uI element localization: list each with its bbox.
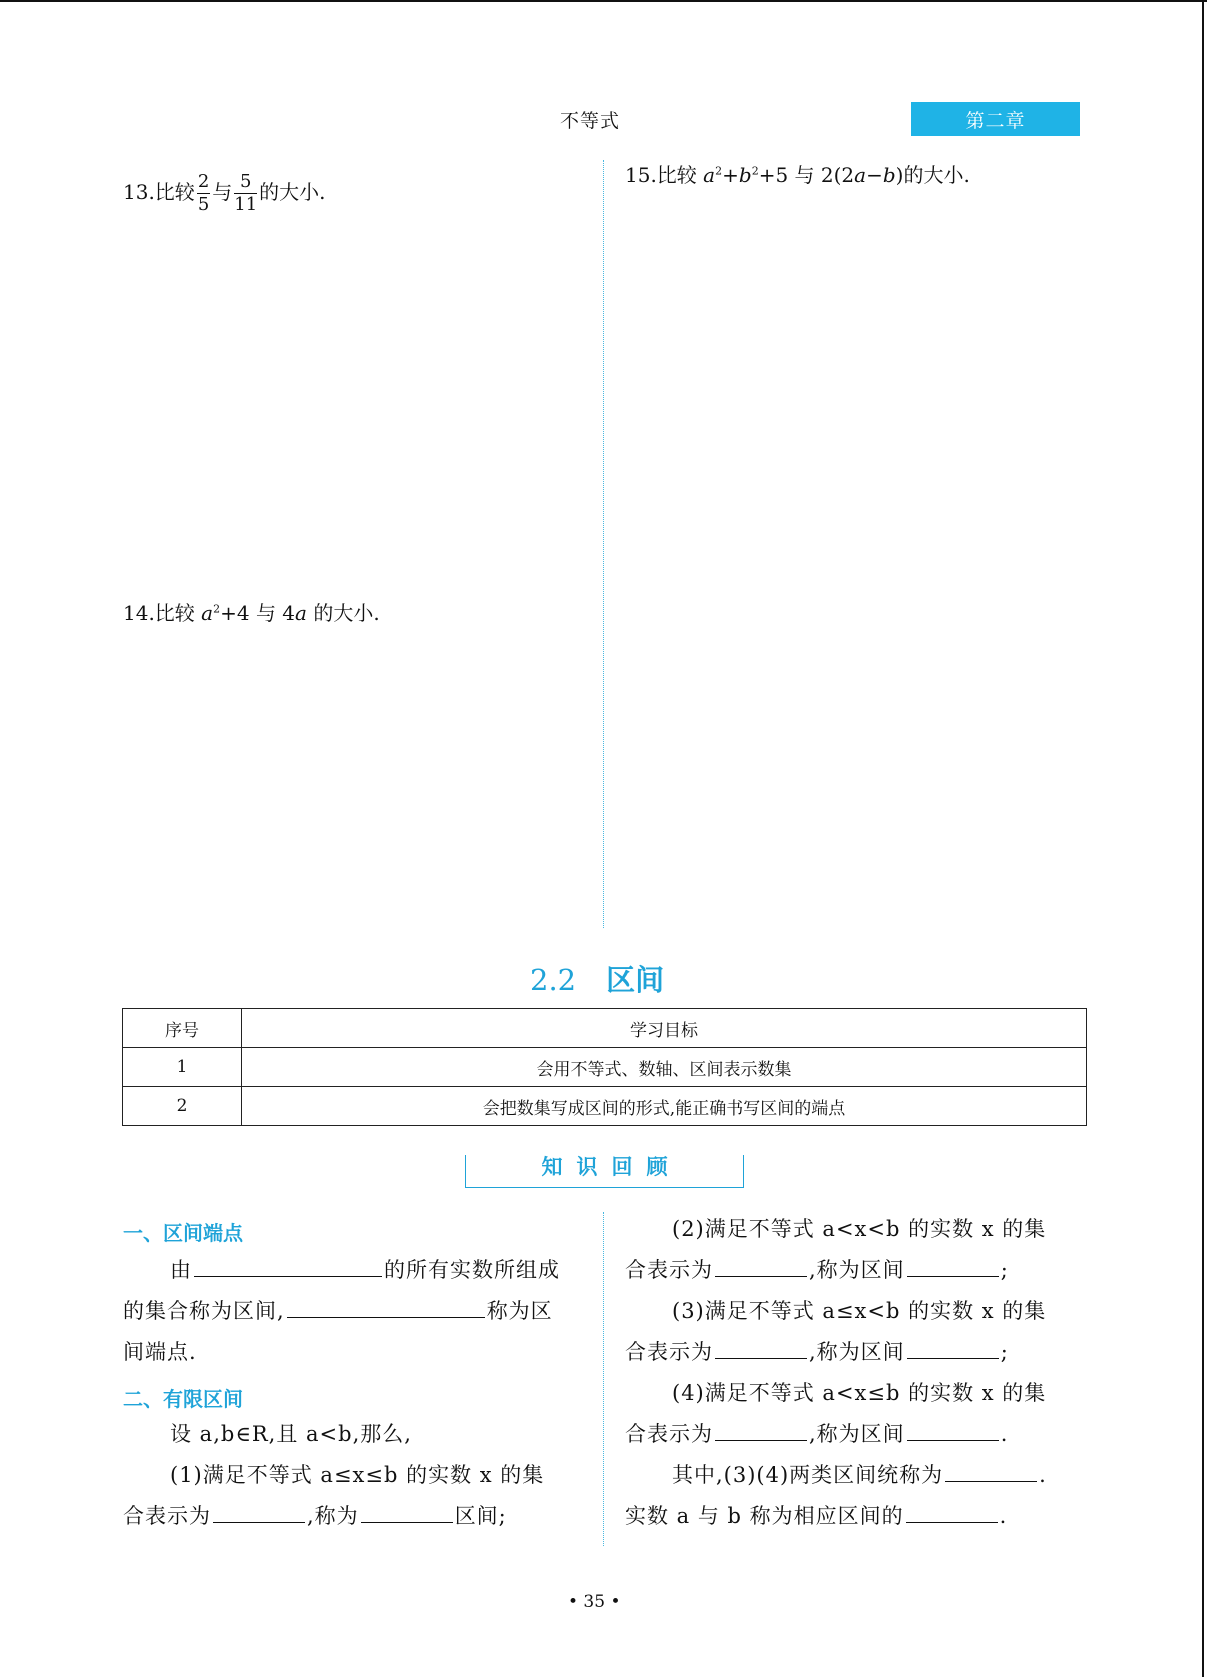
- fill-blank[interactable]: [287, 1295, 485, 1318]
- variable-b: b: [738, 163, 752, 187]
- q15-prefix: 15.比较: [625, 163, 704, 187]
- q14-mid: +4 与 4: [220, 601, 296, 625]
- text-fragment: 区间;: [454, 1504, 507, 1528]
- fraction-numerator: 5: [234, 173, 257, 194]
- variable-b: b: [882, 163, 896, 187]
- text-line: [625, 1414, 1008, 1455]
- fill-blank[interactable]: [361, 1500, 453, 1523]
- text-fragment: 其中,(3)(4)两类区间统称为: [672, 1463, 944, 1487]
- fraction-two-fifths: [197, 173, 210, 214]
- review-heading-box: [465, 1155, 744, 1188]
- table-row: [123, 1048, 1087, 1087]
- exponent: 2: [715, 164, 723, 178]
- text-fragment: ,称为区间: [809, 1422, 905, 1446]
- row-goal: 会用不等式、数轴、区间表示数集: [242, 1048, 1087, 1087]
- exponent: 2: [751, 164, 759, 178]
- text-line: [625, 1332, 1009, 1373]
- minus-sign: −: [866, 163, 883, 187]
- heading-finite-intervals: 二、有限区间: [123, 1387, 243, 1411]
- column-divider-top: [603, 160, 604, 928]
- q13-mid: 与: [212, 180, 233, 204]
- q15-suffix: )的大小.: [895, 163, 970, 187]
- column-divider-bottom: [603, 1212, 604, 1546]
- text-line: (3)满足不等式 a≤x<b 的实数 x 的集: [672, 1299, 1047, 1323]
- row-index: 2: [123, 1087, 242, 1126]
- table-row: [123, 1087, 1087, 1126]
- text-fragment: .: [1039, 1463, 1047, 1487]
- chapter-badge: 第二章: [911, 102, 1080, 136]
- text-line: [123, 1496, 507, 1537]
- text-fragment: ,称为: [307, 1504, 359, 1528]
- learning-goals-table: [122, 1008, 1087, 1126]
- plus-sign: +: [722, 163, 739, 187]
- q13-suffix: 的大小.: [259, 180, 326, 204]
- text-line: (1)满足不等式 a≤x≤b 的实数 x 的集: [170, 1463, 545, 1487]
- q14-prefix: 14.比较: [123, 601, 202, 625]
- review-heading: 知识回顾: [541, 1155, 682, 1179]
- text-fragment: 合表示为: [625, 1258, 713, 1282]
- question-14: [123, 598, 380, 628]
- text-line: (2)满足不等式 a<x<b 的实数 x 的集: [672, 1217, 1047, 1241]
- section-title: [530, 958, 664, 999]
- running-header-title: 不等式: [560, 110, 621, 132]
- text-line: (4)满足不等式 a<x≤b 的实数 x 的集: [672, 1381, 1047, 1405]
- variable-a: a: [854, 163, 867, 187]
- fill-blank[interactable]: [715, 1418, 807, 1441]
- q14-suffix: 的大小.: [306, 601, 380, 625]
- text-fragment: 的集合称为区间,: [123, 1299, 285, 1323]
- text-line: [625, 1496, 1007, 1537]
- text-line: 设 a,b∈R,且 a<b,那么,: [170, 1422, 412, 1446]
- text-line: 间端点.: [123, 1340, 197, 1364]
- text-line: [672, 1455, 1047, 1496]
- text-fragment: .: [999, 1504, 1008, 1528]
- row-index: 1: [123, 1048, 242, 1087]
- fill-blank[interactable]: [194, 1254, 382, 1277]
- text-line: [625, 1250, 1009, 1291]
- fill-blank[interactable]: [715, 1336, 807, 1359]
- page-border-right: [1202, 0, 1204, 1677]
- text-fragment: 合表示为: [625, 1422, 713, 1446]
- fill-blank[interactable]: [907, 1418, 999, 1441]
- fraction-denominator: 11: [234, 194, 258, 215]
- fill-blank[interactable]: [945, 1459, 1037, 1482]
- text-line: [170, 1250, 560, 1291]
- text-fragment: 的所有实数所组成: [384, 1258, 560, 1282]
- text-fragment: 由: [170, 1258, 192, 1282]
- variable-a: a: [201, 601, 214, 625]
- text-fragment: .: [1000, 1422, 1009, 1446]
- fill-blank[interactable]: [715, 1254, 807, 1277]
- fraction-five-elevenths: [234, 173, 257, 214]
- fraction-denominator: 5: [197, 194, 210, 215]
- text-fragment: 称为区: [486, 1299, 553, 1323]
- heading-endpoints: 一、区间端点: [123, 1221, 243, 1245]
- text-fragment: 实数 a 与 b 称为相应区间的: [625, 1504, 904, 1528]
- fill-blank[interactable]: [907, 1254, 999, 1277]
- text-fragment: 合表示为: [625, 1340, 713, 1364]
- text-fragment: ,称为区间: [809, 1258, 905, 1282]
- text-line: [123, 1291, 553, 1332]
- variable-a: a: [295, 601, 307, 625]
- q15-mid: +5 与 2(2: [758, 163, 855, 187]
- table-header-row: [123, 1009, 1087, 1048]
- q13-prefix: 13.比较: [123, 180, 195, 204]
- fill-blank[interactable]: [907, 1336, 999, 1359]
- header-goal: 学习目标: [242, 1009, 1087, 1048]
- text-fragment: ;: [1000, 1258, 1009, 1282]
- text-fragment: ,称为区间: [809, 1340, 905, 1364]
- fraction-numerator: 2: [197, 171, 210, 192]
- header-index: 序号: [123, 1009, 242, 1048]
- page-number: • 35 •: [568, 1592, 621, 1612]
- fill-blank[interactable]: [906, 1500, 998, 1523]
- question-13: [123, 173, 326, 214]
- question-15: [625, 160, 970, 190]
- exponent: 2: [213, 602, 221, 616]
- section-number: 2.2: [530, 963, 577, 997]
- section-name: 区间: [606, 963, 665, 997]
- row-goal: 会把数集写成区间的形式,能正确书写区间的端点: [242, 1087, 1087, 1126]
- text-fragment: 合表示为: [123, 1504, 211, 1528]
- fill-blank[interactable]: [213, 1500, 305, 1523]
- page-border-top: [0, 0, 1207, 2]
- text-fragment: ;: [1000, 1340, 1009, 1364]
- variable-a: a: [703, 163, 716, 187]
